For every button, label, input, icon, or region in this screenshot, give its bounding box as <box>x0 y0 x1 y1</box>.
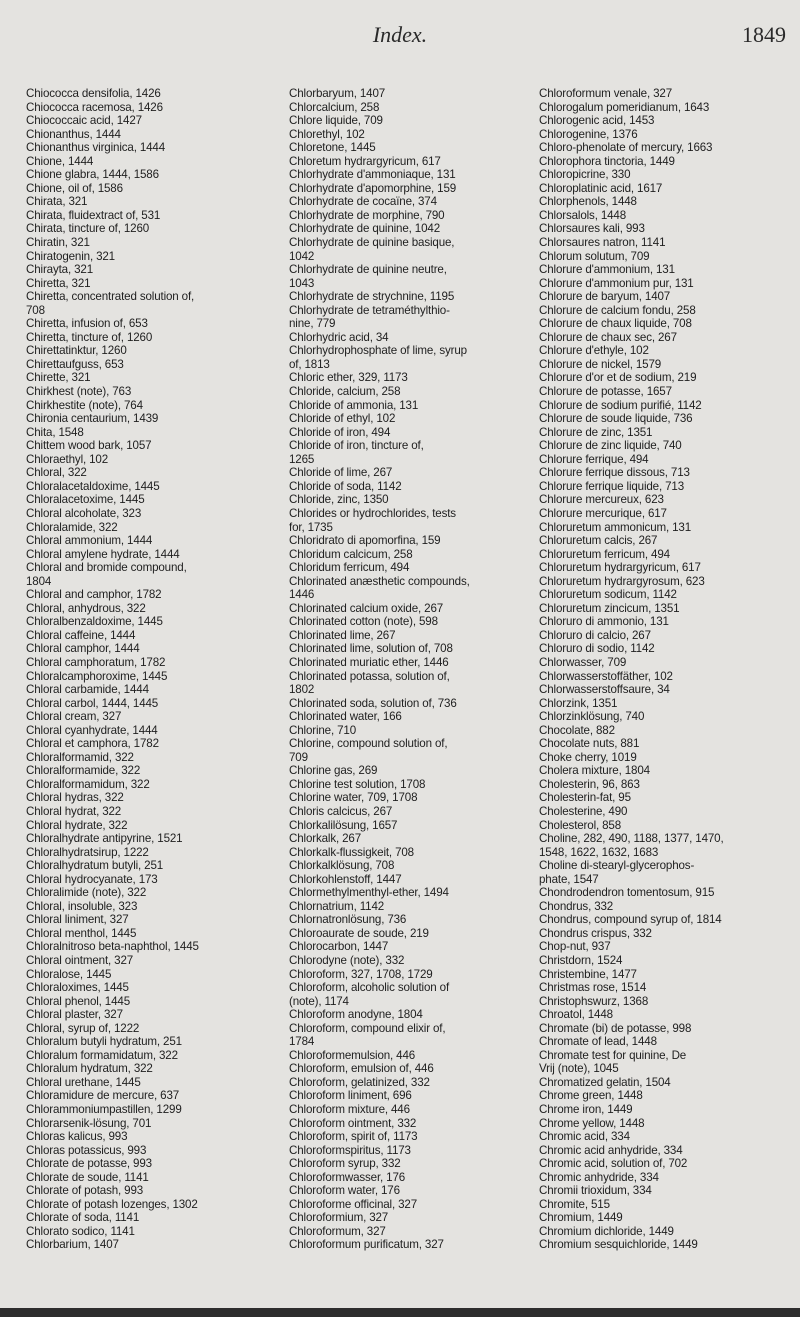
index-entry: Chloroforme officinal, 327 <box>289 1197 417 1211</box>
index-entry: Chlornatrium, 1142 <box>289 899 385 913</box>
index-entry: Chlorure de baryum, 1407 <box>539 290 671 304</box>
index-entry: Chlorinated muriatic ether, 1446 <box>289 655 449 669</box>
index-entry: Chlorkohlenstoff, 1447 <box>289 872 402 886</box>
index-entry: Chromic acid anhydride, 334 <box>539 1143 683 1157</box>
index-entry: Chloraethyl, 102 <box>26 452 109 466</box>
index-entry: Chloralnitroso beta-naphthol, 1445 <box>26 940 199 954</box>
index-entry: Chloralacetaldoxime, 1445 <box>26 479 160 493</box>
index-entry: 708 <box>26 303 45 317</box>
index-entry: for, 1735 <box>289 520 333 534</box>
index-entry: Chirkhestite (note), 764 <box>26 398 143 412</box>
page-header <box>0 0 800 70</box>
index-entry: Chlorsaures natron, 1141 <box>539 236 666 250</box>
index-entry: Chloroform, emulsion of, 446 <box>289 1062 434 1076</box>
index-entry: Chlorhydrate de cocaïne, 374 <box>289 195 437 209</box>
index-entry: Chloral, insoluble, 323 <box>26 899 138 913</box>
index-entry: Chita, 1548 <box>26 425 84 439</box>
index-entry: Chlorure de potasse, 1657 <box>539 385 672 399</box>
index-entry: Choline, 282, 490, 1188, 1377, 1470, <box>539 832 724 846</box>
index-entry: Chloralbenzaldoxime, 1445 <box>26 615 163 629</box>
index-entry: Chloras potassicus, 993 <box>26 1143 147 1157</box>
index-entry: Chloraloximes, 1445 <box>26 981 129 995</box>
index-entry: Cholesterol, 858 <box>539 818 622 832</box>
index-entry: Chirettatinktur, 1260 <box>26 344 127 358</box>
index-entry: Chione glabra, 1444, 1586 <box>26 168 159 182</box>
index-entry: Chloroformium, 327 <box>289 1211 389 1225</box>
index-entry: Chiretta, 321 <box>26 276 91 290</box>
index-entry: Chloral liniment, 327 <box>26 913 129 927</box>
index-entry: Chloral menthol, 1445 <box>26 926 137 940</box>
index-entry: Chlorum solutum, 709 <box>539 249 650 263</box>
index-entry: Chroatol, 1448 <box>539 1008 613 1022</box>
index-entry: Chloral ointment, 327 <box>26 954 134 967</box>
index-entry: Chrome iron, 1449 <box>539 1103 633 1117</box>
index-entry: Chloral hydrat, 322 <box>26 804 122 818</box>
index-entry: Chionanthus, 1444 <box>26 127 121 141</box>
index-entry: Chione, oil of, 1586 <box>26 181 123 195</box>
index-entry: Chloro-phenolate of mercury, 1663 <box>539 141 713 155</box>
index-entry: Choline di-stearyl-glycerophos- <box>539 859 695 873</box>
index-entry: Chloral camphoratum, 1782 <box>26 655 166 669</box>
index-entry: Chlorsalols, 1448 <box>539 208 627 222</box>
index-entry: Chloroform ointment, 332 <box>289 1116 417 1130</box>
index-entry: Chloroformspiritus, 1173 <box>289 1143 411 1157</box>
index-entry: Chlorhydrate de morphine, 790 <box>289 208 445 222</box>
index-entry: Chloras kalicus, 993 <box>26 1130 128 1144</box>
index-entry: Chlorure de nickel, 1579 <box>539 357 662 371</box>
index-entry: 709 <box>289 750 308 764</box>
index-entry: Chlorure ferrique liquide, 713 <box>539 479 685 493</box>
index-entry: Chloralhydratum butyli, 251 <box>26 859 164 873</box>
index-entry: Choke cherry, 1019 <box>539 750 637 764</box>
index-entry: Chironia centaurium, 1439 <box>26 412 159 426</box>
index-entry: Chloral, anhydrous, 322 <box>26 601 146 615</box>
index-entry: Chloral carbamide, 1444 <box>26 683 149 697</box>
index-entry: Chloralacetoxime, 1445 <box>26 493 145 507</box>
index-entry: Chlorocarbon, 1447 <box>289 940 389 954</box>
index-entry: Chloral urethane, 1445 <box>26 1075 141 1089</box>
index-entry: Chloralum hydratum, 322 <box>26 1062 153 1076</box>
index-entry: Chlorkalk-flussigkeit, 708 <box>289 845 414 859</box>
index-entry: Chloralformamid, 322 <box>26 750 134 764</box>
index-entry: Chlorhydrate de quinine basique, <box>289 236 455 250</box>
index-entry: Christmas rose, 1514 <box>539 981 647 995</box>
index-entry: Christembine, 1477 <box>539 967 637 981</box>
index-entry: Chloral cyanhydrate, 1444 <box>26 723 158 737</box>
index-entry: Chlorure d'ethyle, 102 <box>539 344 649 358</box>
index-entry: Chloral plaster, 327 <box>26 1008 123 1022</box>
index-entry: Chloralhydrate antipyrine, 1521 <box>26 832 183 846</box>
index-entry: Chione, 1444 <box>26 154 94 168</box>
index-entry: Chloral hydrate, 322 <box>26 818 128 832</box>
index-entry: Chloral and bromide compound, <box>26 561 187 575</box>
index-entry: Chlorure de zinc, 1351 <box>539 425 653 439</box>
index-entry: Chirette, 321 <box>26 371 91 385</box>
index-entry: Chloral phenol, 1445 <box>26 994 130 1008</box>
index-entry: Chloride of lime, 267 <box>289 466 393 480</box>
index-entry: Chloride of ethyl, 102 <box>289 412 396 426</box>
index-entry: Chlorinated cotton (note), 598 <box>289 615 438 629</box>
index-entry: Chloruro di sodio, 1142 <box>539 642 655 656</box>
index-entry: Chloralimide (note), 322 <box>26 886 147 900</box>
index-entry: Chloruretum hydrargyrosum, 623 <box>539 574 705 588</box>
index-entry: Chirkhest (note), 763 <box>26 385 132 399</box>
index-entry: Chloridrato di apomorfina, 159 <box>289 534 441 548</box>
index-entry: Chlorure de zinc liquide, 740 <box>539 439 682 453</box>
index-entry: Chloroform water, 176 <box>289 1184 400 1198</box>
index-entry: Chlorinated potassa, solution of, <box>289 669 450 683</box>
scan-edge <box>0 1308 800 1317</box>
index-entry: Chlorwasserstoffsaure, 34 <box>539 683 670 697</box>
index-entry: Chlorophora tinctoria, 1449 <box>539 154 675 168</box>
index-entry: Chirata, fluidextract of, 531 <box>26 208 161 222</box>
index-entry: Chloropicrine, 330 <box>539 168 631 182</box>
index-entry: Chlorinated anæsthetic compounds, <box>289 574 470 588</box>
index-entry: Chloral alcoholate, 323 <box>26 506 142 520</box>
index-entry: Chlorate de soude, 1141 <box>26 1170 149 1184</box>
index-entry: Chittem wood bark, 1057 <box>26 439 152 453</box>
index-entry: Chloroform, spirit of, 1173 <box>289 1130 418 1144</box>
index-entry: Chlorure de calcium fondu, 258 <box>539 303 696 317</box>
index-entry: Chlorhydrophosphate of lime, syrup <box>289 344 467 358</box>
index-entry: Chiococca racemosa, 1426 <box>26 100 163 114</box>
index-entry: Chlorogenic acid, 1453 <box>539 114 655 128</box>
index-entry: Chirata, tincture of, 1260 <box>26 222 150 236</box>
index-entry: Chlorkalklösung, 708 <box>289 859 395 873</box>
index-entry: Chiretta, concentrated solution of, <box>26 290 195 304</box>
index-entry: Chlorogalum pomeridianum, 1643 <box>539 100 710 114</box>
index-entry: Chlore liquide, 709 <box>289 114 383 128</box>
index-entry: Cholesterin-fat, 95 <box>539 791 631 805</box>
index-entry: Cholesterin, 96, 863 <box>539 777 640 791</box>
index-entry: Chlorure de chaux liquide, 708 <box>539 317 692 331</box>
index-entry: Chirata, 321 <box>26 195 88 209</box>
index-entry: Chloruretum ferricum, 494 <box>539 547 670 561</box>
index-entry: Chloral ammonium, 1444 <box>26 534 153 548</box>
index-entry: Chloral and camphor, 1782 <box>26 588 162 602</box>
index-entry: Chloralformamidum, 322 <box>26 777 150 791</box>
index-entry: Chondrus, compound syrup of, 1814 <box>539 913 722 927</box>
index-entry: Chlorato sodico, 1141 <box>26 1224 135 1238</box>
index-entry: Chlormethylmenthyl-ether, 1494 <box>289 886 449 900</box>
index-entry: Cholera mixture, 1804 <box>539 764 650 778</box>
index-entry: Chloruretum zincicum, 1351 <box>539 601 680 615</box>
index-entry: Chromium dichloride, 1449 <box>539 1224 674 1238</box>
index-entry: Chlorinated lime, solution of, 708 <box>289 642 453 656</box>
index-entry: Chlorure mercurique, 617 <box>539 506 667 520</box>
index-entry: Chloralose, 1445 <box>26 967 112 981</box>
index-column-2 <box>289 87 539 1252</box>
index-entry: Chlorine test solution, 1708 <box>289 777 426 791</box>
index-entry: Chromate test for quinine, De <box>539 1048 687 1062</box>
index-entry: Chlorzink, 1351 <box>539 696 618 710</box>
index-entry: Chlorphenols, 1448 <box>539 195 637 209</box>
page-title: Index. <box>372 22 428 47</box>
index-entry: Chromic acid, 334 <box>539 1130 630 1144</box>
index-entry: Chlorure de soude liquide, 736 <box>539 412 693 426</box>
index-entry: Chloride of iron, 494 <box>289 425 391 439</box>
index-entry: Chromii trioxidum, 334 <box>539 1184 652 1198</box>
index-entry: 1784 <box>289 1035 315 1049</box>
index-entry: Chlorhydric acid, 34 <box>289 330 389 344</box>
index-entry: Chloral caffeine, 1444 <box>26 628 136 642</box>
index-entry: Chloroform syrup, 332 <box>289 1157 401 1171</box>
index-entry: Chloris calcicus, 267 <box>289 804 393 818</box>
index-entry: Chloroform mixture, 446 <box>289 1103 410 1117</box>
index-entry: Chromium, 1449 <box>539 1211 623 1225</box>
index-entry: Chromic acid, solution of, 702 <box>539 1157 688 1171</box>
index-entry: Chlorhydrate de quinine neutre, <box>289 263 447 277</box>
index-entry: Chlorure d'ammonium, 131 <box>539 263 675 277</box>
index-entry: Chloroform, gelatinized, 332 <box>289 1075 430 1089</box>
index-entry: Chop-nut, 937 <box>539 940 611 954</box>
index-entry: Chloralum formamidatum, 322 <box>26 1048 178 1062</box>
index-entry: Chlorammoniumpastillen, 1299 <box>26 1103 182 1117</box>
index-entry: Chlorsaures kali, 993 <box>539 222 645 236</box>
index-entry: Chiratin, 321 <box>26 236 90 250</box>
index-entry: Chiratogenin, 321 <box>26 249 115 263</box>
index-entry: Chondrus, 332 <box>539 899 614 913</box>
index-entry: Chlorinated soda, solution of, 736 <box>289 696 457 710</box>
index-entry: Chloral cream, 327 <box>26 710 122 724</box>
index-entry: Chromite, 515 <box>539 1197 610 1211</box>
index-entry: Chlorbarium, 1407 <box>26 1238 119 1252</box>
index-entry: Chloride of ammonia, 131 <box>289 398 419 412</box>
index-entry: Chloride, calcium, 258 <box>289 385 401 399</box>
index-entry: 1804 <box>26 574 52 588</box>
index-entry: Chlorwasserstoffäther, 102 <box>539 669 673 683</box>
index-entry: Chloralum butyli hydratum, 251 <box>26 1035 182 1049</box>
index-entry: Chlorure ferrique, 494 <box>539 452 649 466</box>
index-column-3 <box>539 87 794 1252</box>
index-entry: phate, 1547 <box>539 872 599 886</box>
index-entry: Chromium sesquichloride, 1449 <box>539 1238 698 1252</box>
index-entry: Chlorinated calcium oxide, 267 <box>289 601 444 615</box>
index-entry: Chromatized gelatin, 1504 <box>539 1075 671 1089</box>
index-entry: Chlorbaryum, 1407 <box>289 87 386 100</box>
index-entry: 1802 <box>289 683 315 697</box>
index-entry: Chloroform anodyne, 1804 <box>289 1008 423 1022</box>
index-entry: Chlorhydrate de strychnine, 1195 <box>289 290 455 304</box>
index-entry: Chlorine gas, 269 <box>289 764 378 778</box>
index-entry: Cholesterine, 490 <box>539 804 628 818</box>
index-entry: Chlorure d'ammonium pur, 131 <box>539 276 694 290</box>
index-entry: 1042 <box>289 249 315 263</box>
index-entry: Chloral carbol, 1444, 1445 <box>26 696 159 710</box>
index-entry: Chlorinated lime, 267 <box>289 628 396 642</box>
index-entry: Chloralformamide, 322 <box>26 764 141 778</box>
index-entry: Chlorethyl, 102 <box>289 127 365 141</box>
index-entry: Chromic anhydride, 334 <box>539 1170 659 1184</box>
index-entry: Chromate of lead, 1448 <box>539 1035 657 1049</box>
index-entry: Chloroformum venale, 327 <box>539 87 673 100</box>
index-entry: Chloral, 322 <box>26 466 87 480</box>
index-entry: Chrome green, 1448 <box>539 1089 643 1103</box>
index-entry: Chloruretum hydrargyricum, 617 <box>539 561 701 575</box>
index-entry: Chlorure de chaux sec, 267 <box>539 330 677 344</box>
index-entry: Chlorogenine, 1376 <box>539 127 638 141</box>
index-entry: Chlorine, compound solution of, <box>289 737 448 751</box>
index-entry: Chlorine, 710 <box>289 723 357 737</box>
index-entry: Chlorate of soda, 1141 <box>26 1211 140 1225</box>
index-entry: Chocolate nuts, 881 <box>539 737 640 751</box>
index-entry: Chloroform, alcoholic solution of <box>289 981 450 995</box>
index-entry: 1043 <box>289 276 315 290</box>
index-entry: Christophswurz, 1368 <box>539 994 649 1008</box>
index-entry: Chloroform, 327, 1708, 1729 <box>289 967 433 981</box>
index-entry: Chlorarsenik-lösung, 701 <box>26 1116 152 1130</box>
index-entry: Chlorure d'or et de sodium, 219 <box>539 371 697 385</box>
index-entry: Chloroformum, 327 <box>289 1224 386 1238</box>
index-entry: Chlorhydrate d'ammoniaque, 131 <box>289 168 456 182</box>
index-entry: Chlorure mercureux, 623 <box>539 493 664 507</box>
index-entry: Chiretta, infusion of, 653 <box>26 317 148 331</box>
index-entry: Chloroformwasser, 176 <box>289 1170 406 1184</box>
index-entry: Chloruretum sodicum, 1142 <box>539 588 677 602</box>
index-entry: Chloridum calcicum, 258 <box>289 547 413 561</box>
index-entry: Chloroformum purificatum, 327 <box>289 1238 444 1252</box>
index-entry: Chionanthus virginica, 1444 <box>26 141 166 155</box>
index-entry: Chiococcaic acid, 1427 <box>26 114 142 128</box>
index-entry: Chlorkalk, 267 <box>289 832 362 846</box>
index-entry: Chlorate of potash lozenges, 1302 <box>26 1197 198 1211</box>
index-entry: Chlorate of potash, 993 <box>26 1184 144 1198</box>
index-entry: Chlorhydrate d'apomorphine, 159 <box>289 181 457 195</box>
index-entry: Chlorine water, 709, 1708 <box>289 791 418 805</box>
index-entry: Chloroformemulsion, 446 <box>289 1048 416 1062</box>
index-entry: Chlorinated water, 166 <box>289 710 402 724</box>
index-entry: Chloralcamphoroxime, 1445 <box>26 669 168 683</box>
index-entry: Chlorzinklösung, 740 <box>539 710 645 724</box>
index-entry: Chloralhydratsirup, 1222 <box>26 845 149 859</box>
index-entry: Chloruro di ammonio, 131 <box>539 615 669 629</box>
index-entry: 1265 <box>289 452 315 466</box>
index-entry: Chloral et camphora, 1782 <box>26 737 159 751</box>
index-column-1 <box>26 87 271 1252</box>
index-entry: Chrome yellow, 1448 <box>539 1116 645 1130</box>
page-year: 1849 <box>742 22 786 47</box>
index-entry: Chloral amylene hydrate, 1444 <box>26 547 180 561</box>
index-entry: Chloretone, 1445 <box>289 141 376 155</box>
index-entry: 1548, 1622, 1632, 1683 <box>539 845 659 859</box>
index-entry: Chloral hydras, 322 <box>26 791 124 805</box>
index-entry: Chromate (bi) de potasse, 998 <box>539 1021 692 1035</box>
index-entry: nine, 779 <box>289 317 336 331</box>
index-entry: Chloramidure de mercure, 637 <box>26 1089 180 1103</box>
index-entry: Chloride of iron, tincture of, <box>289 439 424 453</box>
index-entry: Vrij (note), 1045 <box>539 1062 619 1076</box>
index-entry: Chloruretum ammonicum, 131 <box>539 520 692 534</box>
index-entry: Chirettaufguss, 653 <box>26 357 124 371</box>
index-entry: Chlorate de potasse, 993 <box>26 1157 152 1171</box>
index-entry: Chirayta, 321 <box>26 263 94 277</box>
index-entry: Chloruro di calcio, 267 <box>539 628 651 642</box>
index-entry: Chloride of soda, 1142 <box>289 479 402 493</box>
index-entry: 1446 <box>289 588 315 602</box>
index-entry: Chloroform liniment, 696 <box>289 1089 412 1103</box>
index-entry: Chondrus crispus, 332 <box>539 926 652 940</box>
index-entry: Chloroform, compound elixir of, <box>289 1021 446 1035</box>
index-entry: Chloral, syrup of, 1222 <box>26 1021 140 1035</box>
index-entry: Chlorodyne (note), 332 <box>289 954 405 967</box>
index-entry: Chloridum ferricum, 494 <box>289 561 410 575</box>
index-entry: Chiococca densifolia, 1426 <box>26 87 161 100</box>
index-entry: of, 1813 <box>289 357 330 371</box>
index-entry: Chiretta, tincture of, 1260 <box>26 330 153 344</box>
index-entry: Chlornatronlösung, 736 <box>289 913 407 927</box>
index-entry: Chlorure de sodium purifié, 1142 <box>539 398 702 412</box>
index-entry: Chloretum hydrargyricum, 617 <box>289 154 441 168</box>
index-entry: Chlorhydrate de tetraméthylthio- <box>289 303 450 317</box>
index-entry: Chloral camphor, 1444 <box>26 642 140 656</box>
index-entry: Chloroplatinic acid, 1617 <box>539 181 663 195</box>
index-entry: (note), 1174 <box>289 994 349 1008</box>
index-entry: Chlorcalcium, 258 <box>289 100 380 114</box>
index-entry: Chloric ether, 329, 1173 <box>289 371 408 385</box>
index-entry: Chloralamide, 322 <box>26 520 118 534</box>
index-entry: Chloride, zinc, 1350 <box>289 493 389 507</box>
index-entry: Chlorure ferrique dissous, 713 <box>539 466 690 480</box>
index-entry: Chocolate, 882 <box>539 723 615 737</box>
index-entry: Chondrodendron tomentosum, 915 <box>539 886 715 900</box>
index-entry: Chloral hydrocyanate, 173 <box>26 872 158 886</box>
index-entry: Chlorhydrate de quinine, 1042 <box>289 222 440 236</box>
index-entry: Chlorides or hydrochlorides, tests <box>289 506 456 520</box>
index-entry: Christdorn, 1524 <box>539 954 623 967</box>
index-entry: Chlorwasser, 709 <box>539 655 627 669</box>
index-entry: Chlorkalilösung, 1657 <box>289 818 398 832</box>
index-entry: Chloruretum calcis, 267 <box>539 534 658 548</box>
index-entry: Chloroaurate de soude, 219 <box>289 926 429 940</box>
